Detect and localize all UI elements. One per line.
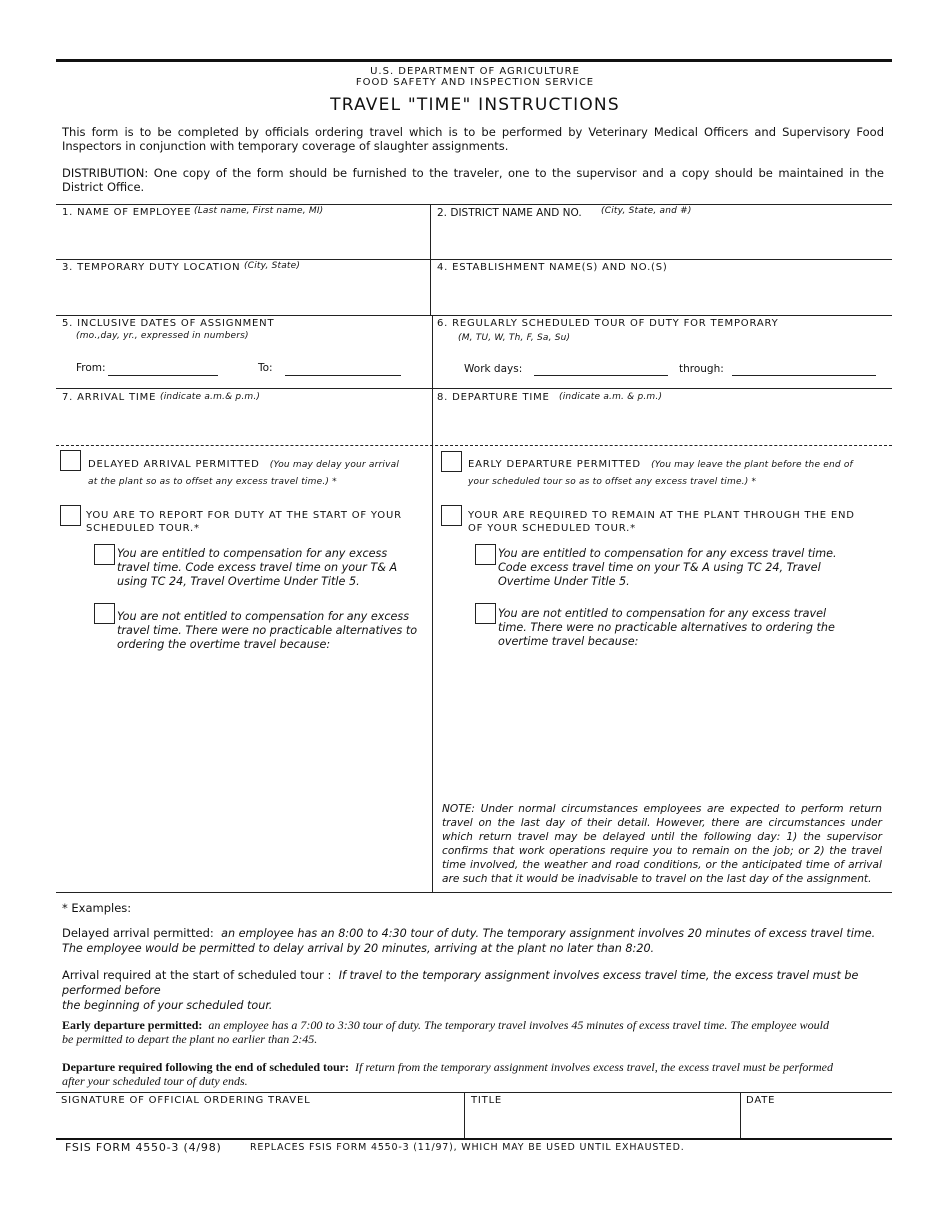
example-arrival-required-lead: Arrival required at the start of scheduled tour : — [62, 968, 332, 982]
from-date-input[interactable] — [108, 375, 218, 376]
field-temporary-duty-location-hint: (City, State) — [244, 261, 301, 271]
example-delayed-arrival — [62, 926, 892, 956]
example-delayed-arrival-text: an employee has an 8:00 to 4:30 tour of duty. The temporary assignment involves 20 minutes of excess travel time. — [221, 927, 876, 940]
field-district-name[interactable] — [431, 205, 891, 258]
delayed-arrival-checkbox[interactable] — [60, 450, 81, 471]
report-start-checkbox[interactable] — [60, 505, 81, 526]
example-delayed-arrival-lead: Delayed arrival permitted: — [62, 926, 214, 940]
field-temporary-duty-location-label: 3. TEMPORARY DUTY LOCATION — [62, 262, 241, 273]
example-departure-required-text: If return from the temporary assignment involves excess travel, the excess travel must be performed — [355, 1060, 833, 1074]
right-not-entitled-checkbox[interactable] — [475, 603, 496, 624]
agency-name: U.S. DEPARTMENT OF AGRICULTURE — [370, 66, 580, 77]
field-establishment-name[interactable] — [431, 260, 891, 314]
field-establishment-name-label: 4. ESTABLISHMENT NAME(S) AND NO.(S) — [437, 262, 668, 273]
page-title: TRAVEL "TIME" INSTRUCTIONS — [330, 95, 620, 115]
example-departure-required — [62, 1060, 892, 1088]
example-arrival-required — [62, 968, 892, 1013]
field-employee-name-hint: (Last name, First name, MI) — [194, 206, 324, 216]
intro-paragraph: This form is to be completed by officials ordering travel which is to be performed by Veterinary Medical Officers and Supervisory Food Inspectors in conjunction with temporary coverage of slaughter assignments. — [62, 125, 884, 153]
example-arrival-required-text2: the beginning of your scheduled tour. — [62, 999, 273, 1012]
date-field[interactable] — [741, 1093, 891, 1137]
example-early-departure-text2: be permitted to depart the plant no earlier than 2:45. — [62, 1032, 318, 1046]
example-early-departure — [62, 1018, 892, 1046]
distribution-paragraph: DISTRIBUTION: One copy of the form should be furnished to the traveler, one to the supervisor and a copy should be maintained in the District Office. — [62, 166, 884, 194]
right-entitled-text: You are entitled to compensation for any excess travel time. Code excess travel time on your T& A using TC 24, Travel Overtime Under Title 5. — [498, 547, 837, 588]
through-label: through: — [679, 363, 724, 375]
delayed-arrival-text — [88, 455, 408, 489]
field-inclusive-dates-label: 5. INCLUSIVE DATES OF ASSIGNMENT — [62, 318, 275, 329]
field-employee-name-label: 1. NAME OF EMPLOYEE — [62, 207, 192, 218]
field-departure-time-hint: (indicate a.m. & p.m.) — [559, 392, 663, 402]
work-days-label: Work days: — [464, 363, 523, 375]
example-early-departure-text: an employee has a 7:00 to 3:30 tour of duty. The temporary travel involves 45 minutes of excess travel time. The employee would — [208, 1018, 829, 1032]
note-paragraph: NOTE: Under normal circumstances employees are expected to perform return travel on the last day of their detail. However, there are circumstances under which return travel may be delayed until the following day: 1) the supervisor confirms that work operations require you to remain on the job; or 2) the travel time involved, the weather and road conditions, or the anticipated time of arrival are such that it would be inadvisable to travel on the last day of the assignment. — [442, 803, 882, 885]
example-arrival-required-text: If travel to the temporary assignment involves excess travel time, the excess travel must be performed before — [62, 969, 859, 997]
right-entitled-checkbox[interactable] — [475, 544, 496, 565]
field-district-name-label: 2. DISTRICT NAME AND NO. — [437, 207, 582, 219]
date-label: DATE — [746, 1095, 776, 1106]
field-arrival-time[interactable] — [57, 389, 431, 444]
early-departure-checkbox[interactable] — [441, 451, 462, 472]
from-label: From: — [76, 362, 106, 374]
remain-end-checkbox[interactable] — [441, 505, 462, 526]
field-tour-of-duty-hint: (M, TU, W, Th, F, Sa, Su) — [458, 333, 571, 343]
delayed-arrival-label: DELAYED ARRIVAL PERMITTED — [88, 459, 260, 470]
examples-heading: * Examples: — [62, 901, 132, 915]
field-district-name-hint: (City, State, and #) — [601, 206, 692, 216]
field-departure-time[interactable] — [433, 389, 891, 444]
form-number: FSIS FORM 4550-3 (4/98) — [65, 1141, 222, 1154]
delayed-arrival-hint: (You may delay your arrival at the plant so as to offset any excess travel time.) * — [88, 460, 400, 487]
field-arrival-time-label: 7. ARRIVAL TIME — [62, 392, 157, 403]
left-entitled-checkbox[interactable] — [94, 544, 115, 565]
signature-field[interactable] — [57, 1093, 463, 1137]
field-arrival-time-hint: (indicate a.m.& p.m.) — [160, 392, 261, 402]
example-delayed-arrival-text2: The employee would be permitted to delay arrival by 20 minutes, arriving at the plant no later than 8:20. — [62, 942, 655, 955]
to-date-input[interactable] — [285, 375, 401, 376]
title-field[interactable] — [465, 1093, 739, 1137]
field-temporary-duty-location[interactable] — [57, 260, 429, 314]
report-start-label: YOU ARE TO REPORT FOR DUTY AT THE START OF YOUR SCHEDULED TOUR.* — [86, 510, 402, 534]
example-early-departure-lead: Early departure permitted: — [62, 1018, 203, 1032]
field-employee-name[interactable] — [57, 205, 429, 258]
early-departure-text — [468, 455, 868, 489]
left-not-entitled-checkbox[interactable] — [94, 603, 115, 624]
field-inclusive-dates-hint: (mo.,day, yr., expressed in numbers) — [76, 331, 249, 341]
service-name: FOOD SAFETY AND INSPECTION SERVICE — [355, 77, 595, 88]
early-departure-label: EARLY DEPARTURE PERMITTED — [468, 459, 641, 470]
field-tour-of-duty-label: 6. REGULARLY SCHEDULED TOUR OF DUTY FOR TEMPORARY — [437, 318, 779, 329]
example-departure-required-text2: after your scheduled tour of duty ends. — [62, 1074, 248, 1088]
field-departure-time-label: 8. DEPARTURE TIME — [437, 392, 550, 403]
replaces-note: REPLACES FSIS FORM 4550-3 (11/97), WHICH MAY BE USED UNTIL EXHAUSTED. — [250, 1142, 685, 1153]
left-entitled-text: You are entitled to compensation for any excess travel time. Code excess travel time on your T& A using TC 24, Travel Overtime Under Title 5. — [117, 547, 398, 588]
signature-label: SIGNATURE OF OFFICIAL ORDERING TRAVEL — [61, 1095, 311, 1106]
top-rule — [56, 59, 892, 62]
work-days-input[interactable] — [534, 375, 668, 376]
early-departure-hint: (You may leave the plant before the end of your scheduled tour so as to offset any excess travel time.) * — [468, 460, 853, 487]
right-not-entitled-text: You are not entitled to compensation for any excess travel time. There were no practicable alternatives to ordering the overtime travel because: — [498, 607, 835, 648]
to-label: To: — [258, 362, 273, 374]
left-not-entitled-text: You are not entitled to compensation for any excess travel time. There were no practicable alternatives to ordering the overtime travel because: — [117, 610, 418, 651]
through-input[interactable] — [732, 375, 876, 376]
example-departure-required-lead: Departure required following the end of scheduled tour: — [62, 1060, 349, 1074]
title-label: TITLE — [471, 1095, 503, 1106]
remain-end-label: YOUR ARE REQUIRED TO REMAIN AT THE PLANT THROUGH THE END OF YOUR SCHEDULED TOUR.* — [468, 510, 855, 534]
